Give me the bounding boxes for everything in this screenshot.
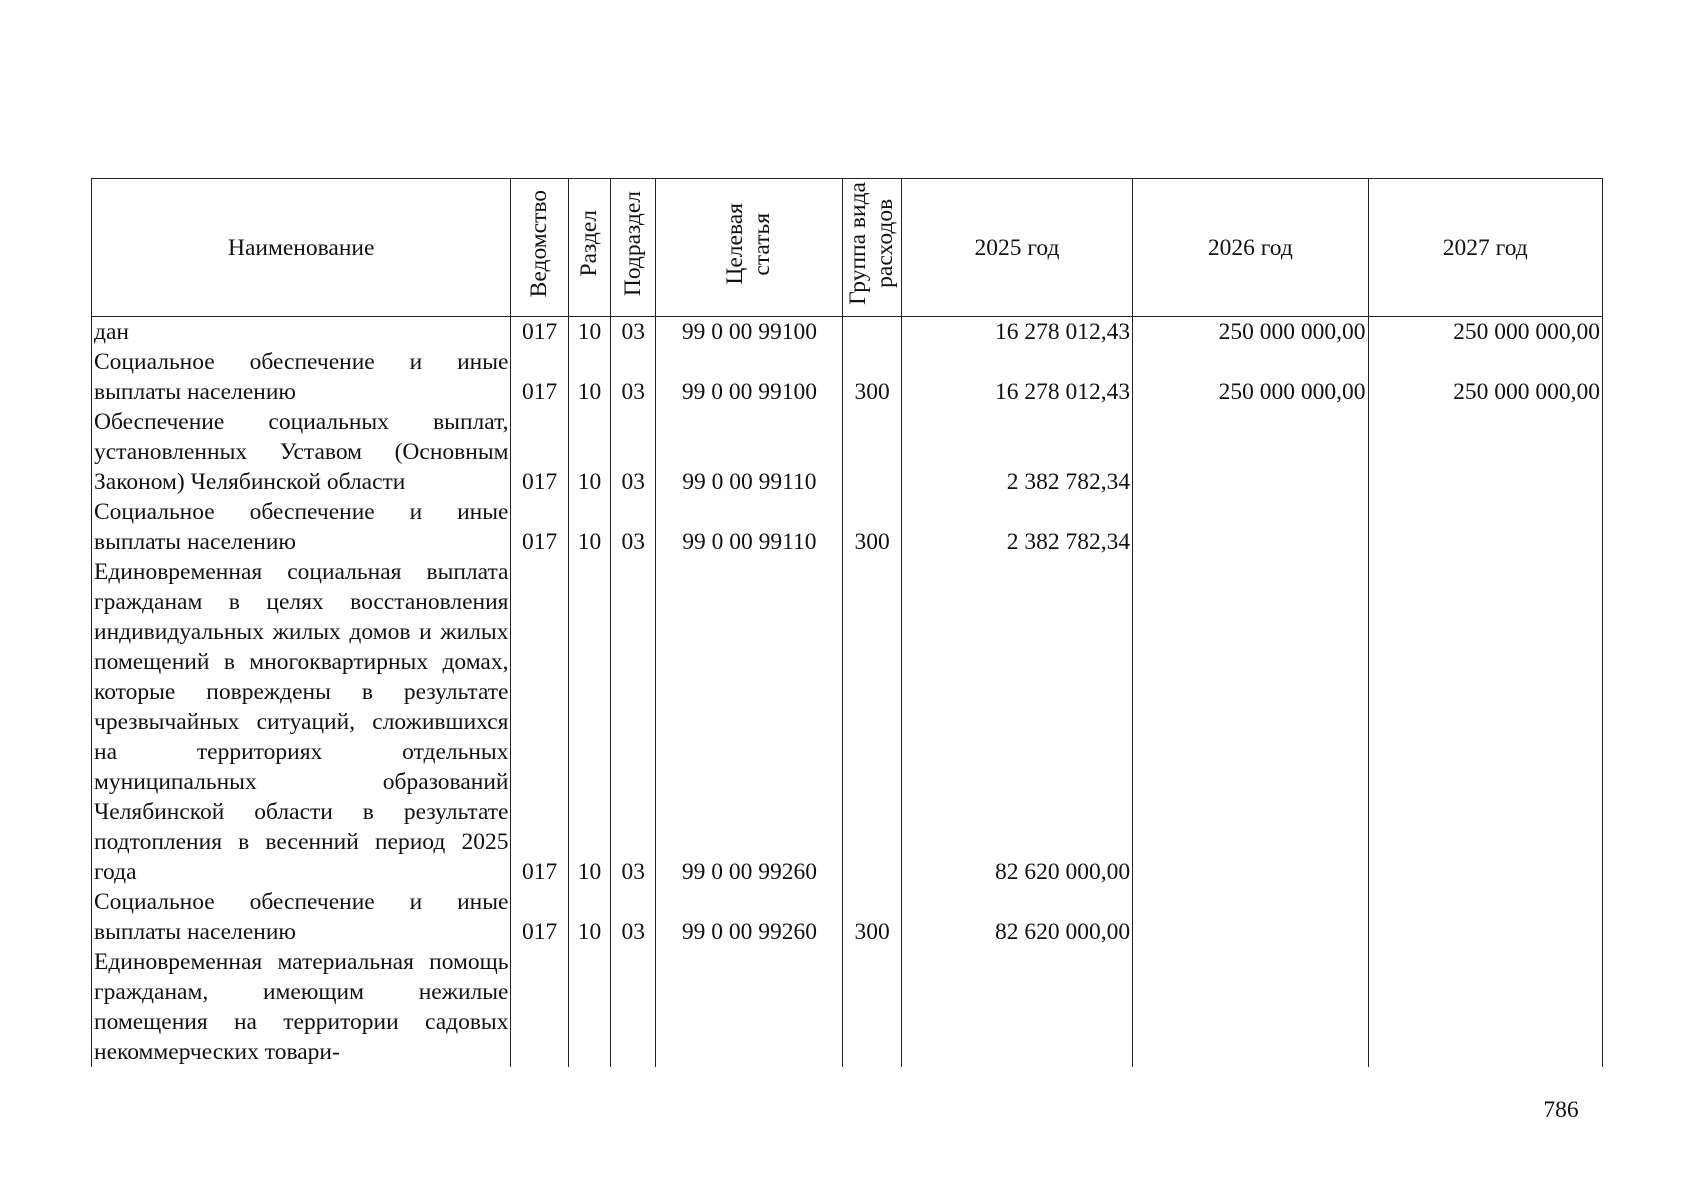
header-row [92,179,1603,317]
row-dept: 017 [511,497,568,557]
row-subsection: 03 [611,497,656,557]
row-dept: 017 [511,557,568,887]
row-2025 [901,947,1132,1067]
row-subsection: 03 [611,557,656,887]
table-row [92,497,1603,557]
row-2027 [1368,497,1602,557]
row-2027 [1368,887,1602,947]
row-group [843,557,901,887]
row-2026 [1133,557,1368,887]
header-2027: 2027 год [1368,179,1602,317]
row-name: Обеспечение социальных выплат, установленных Уставом (Основным Законом) Челябинской области [92,407,511,497]
row-subsection: 03 [611,317,656,348]
budget-table [91,178,1603,1067]
row-2025: 82 620 000,00 [901,557,1132,887]
row-name: Социальное обеспечение и иные выплаты населению [92,887,511,947]
row-section: 10 [568,317,610,348]
row-2026: 250 000 000,00 [1133,347,1368,407]
row-group: 300 [843,887,901,947]
row-name: Социальное обеспечение и иные выплаты населению [92,497,511,557]
row-dept: 017 [511,317,568,348]
table-row [92,947,1603,1067]
row-dept [511,947,568,1067]
row-group [843,407,901,497]
header-dept: Ведомство [511,179,568,317]
header-name: Наименование [92,179,511,317]
row-dept: 017 [511,407,568,497]
header-target [656,179,843,317]
row-2025: 2 382 782,34 [901,497,1132,557]
row-2027: 250 000 000,00 [1368,347,1602,407]
header-2026: 2026 год [1133,179,1368,317]
row-target: 99 0 00 99260 [656,887,843,947]
table-row [92,317,1603,348]
header-section: Раздел [568,179,610,317]
header-target-text: Целевая статья [722,202,776,285]
row-2025: 2 382 782,34 [901,407,1132,497]
row-name: Единовременная социальная выплата гражданам в целях восстановления индивидуальных жилых домов и жилых помещений в многоквартирных домах, которые повреждены в результате чрезвычайных ситуаций, сложившихся на территориях отдельных муниципальных образований Челябинской области в результате подтопления в весенний период 2025 года [92,557,511,887]
header-subsection: Подраздел [611,179,656,317]
row-2026 [1133,887,1368,947]
row-subsection [611,947,656,1067]
row-target: 99 0 00 99110 [656,407,843,497]
row-2027 [1368,407,1602,497]
row-section: 10 [568,407,610,497]
table-row [92,407,1603,497]
header-group-text: Группа вида расходов [845,182,899,305]
row-section: 10 [568,887,610,947]
row-subsection: 03 [611,887,656,947]
row-group: 300 [843,497,901,557]
header-2025: 2025 год [901,179,1132,317]
row-dept: 017 [511,887,568,947]
row-name: Единовременная материальная помощь гражданам, имеющим нежилые помещения на территории садовых некоммерческих товари- [92,947,511,1067]
row-name: дан [92,317,511,348]
row-name: Социальное обеспечение и иные выплаты населению [92,347,511,407]
row-2025: 82 620 000,00 [901,887,1132,947]
row-2027 [1368,557,1602,887]
row-target: 99 0 00 99100 [656,317,843,348]
row-group [843,947,901,1067]
row-group: 300 [843,347,901,407]
row-section: 10 [568,557,610,887]
table-row [92,347,1603,407]
row-2026 [1133,497,1368,557]
row-2026: 250 000 000,00 [1133,317,1368,348]
row-target: 99 0 00 99100 [656,347,843,407]
table-row [92,557,1603,887]
row-subsection: 03 [611,347,656,407]
row-2027: 250 000 000,00 [1368,317,1602,348]
row-subsection: 03 [611,407,656,497]
row-target: 99 0 00 99260 [656,557,843,887]
row-group [843,317,901,348]
row-section: 10 [568,347,610,407]
row-section [568,947,610,1067]
row-target: 99 0 00 99110 [656,497,843,557]
row-2025: 16 278 012,43 [901,317,1132,348]
row-target [656,947,843,1067]
row-2026 [1133,407,1368,497]
row-dept: 017 [511,347,568,407]
table-row [92,887,1603,947]
row-section: 10 [568,497,610,557]
row-2026 [1133,947,1368,1067]
row-2027 [1368,947,1602,1067]
page-number: 786 [1543,1097,1579,1123]
header-group [843,179,901,317]
row-2025: 16 278 012,43 [901,347,1132,407]
